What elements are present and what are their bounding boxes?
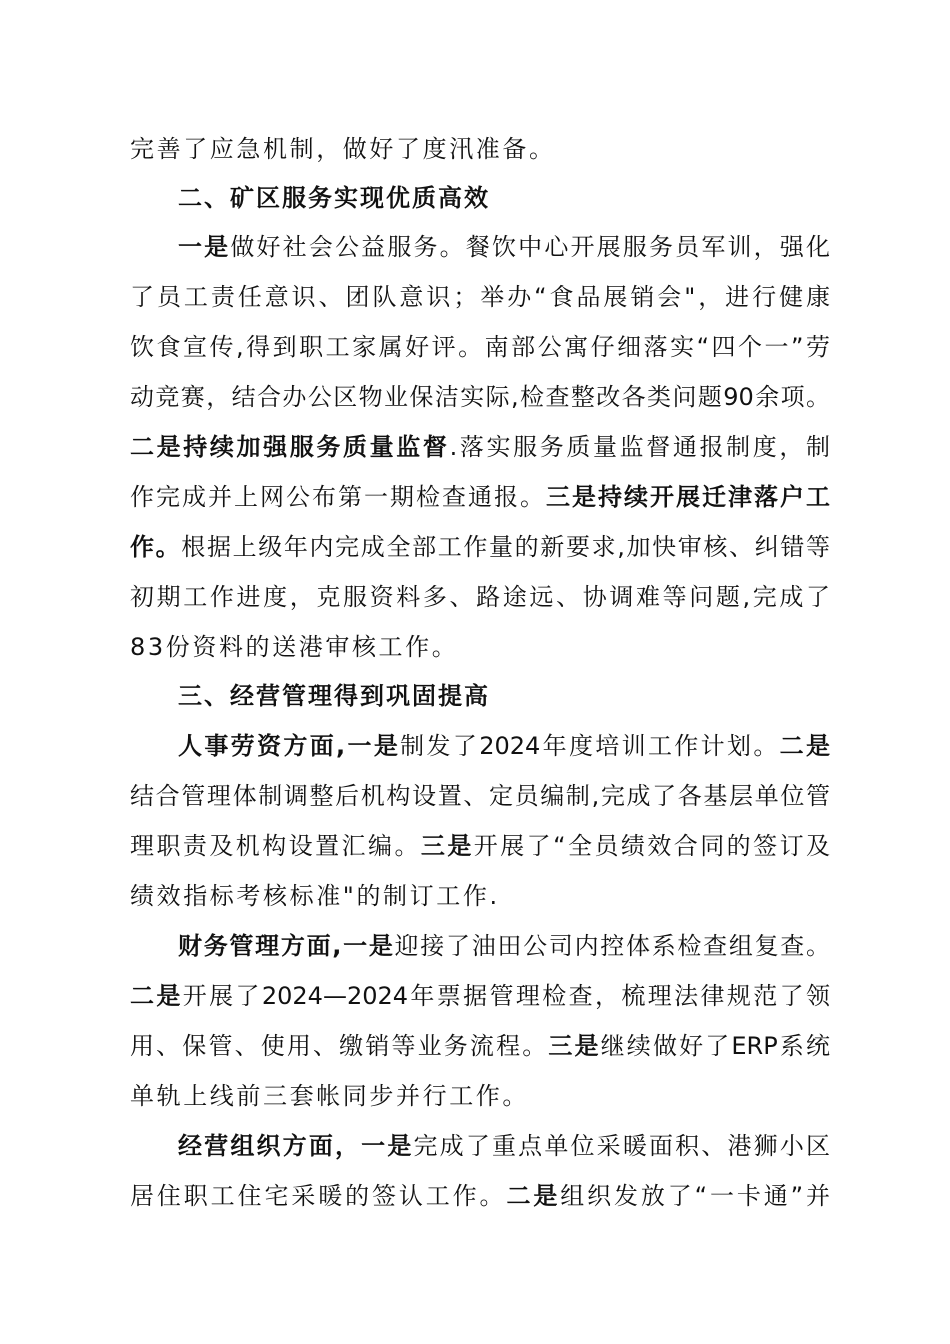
paragraph-line-1: [130, 132, 830, 166]
section-heading-2: [178, 181, 830, 215]
text-run: 结合管理体制调整后机构设置、定员编制,完成了各基层单位管: [130, 782, 830, 810]
text-run: 根据上级年内完成全部工作量的新要求,加快审核、纠错等: [181, 533, 830, 561]
text-run-bold: 二是: [130, 982, 183, 1010]
paragraph-line-15: [130, 829, 830, 863]
text-run: 制发了2024年度培训工作计划。: [400, 732, 780, 760]
text-run-bold: 二是: [506, 1182, 561, 1210]
paragraph-line-18: [130, 979, 830, 1013]
text-run: 开展了“全员绩效合同的签订及: [473, 832, 831, 860]
text-run: 组织发放了“一卡通”并: [560, 1182, 830, 1210]
paragraph-line-13: [178, 729, 830, 763]
text-run: 居住职工住宅采暖的签认工作。: [130, 1182, 507, 1210]
paragraph-line-21: [178, 1129, 830, 1163]
paragraph-line-22: [130, 1179, 830, 1213]
text-run-bold: 财务管理方面,一是: [178, 932, 395, 960]
paragraph-line-3: [178, 230, 830, 264]
text-run: 动竞赛，结合办公区物业保洁实际,检查整改各类问题90余项。: [130, 383, 830, 411]
paragraph-line-6: [130, 380, 830, 414]
text-run-bold: 作。: [130, 533, 182, 561]
text-run-bold: 三是持续开展迁津落户工: [546, 483, 830, 511]
text-run: 三、经营管理得到巩固提高: [178, 682, 490, 710]
text-run: 绩效指标考核标准"的制订工作.: [130, 882, 500, 910]
text-run: 单轨上线前三套帐同步并行工作。: [130, 1082, 529, 1110]
paragraph-line-20: [130, 1079, 830, 1113]
paragraph-line-5: [130, 330, 830, 364]
text-run: 作完成并上网公布第一期检查通报。: [130, 483, 546, 511]
section-heading-3: [178, 679, 830, 713]
paragraph-line-16: [130, 879, 830, 913]
text-run: 做好社会公益服务。餐饮中心开展服务员军训，强化: [230, 233, 831, 261]
text-run-bold: 一是: [178, 233, 231, 261]
text-run: 饮食宣传,得到职工家属好评。南部公寓仔细落实“四个一”劳: [130, 333, 830, 361]
text-run: 完善了应急机制，做好了度汛准备。: [130, 135, 556, 163]
text-run: 83份资料的送港审核工作。: [130, 633, 459, 661]
text-run-bold: 三是: [548, 1032, 601, 1060]
paragraph-line-7: [130, 430, 830, 464]
text-run: 开展了2024—2024年票据管理检查，梳理法律规范了领: [182, 982, 831, 1010]
paragraph-line-14: [130, 779, 830, 813]
paragraph-line-17: [178, 929, 830, 963]
text-run: .落实服务质量监督通报制度，制: [449, 433, 830, 461]
text-run: 迎接了油田公司内控体系检查组复查。: [394, 932, 831, 960]
paragraph-line-10: [130, 580, 830, 614]
text-run: 继续做好了ERP系统: [600, 1032, 831, 1060]
text-run-bold: 二是: [779, 732, 830, 760]
paragraph-line-4: [130, 280, 830, 314]
text-run-bold: 人事劳资方面,一是: [178, 732, 401, 760]
text-run-bold: 三是: [420, 832, 474, 860]
text-run: 二、矿区服务实现优质高效: [178, 184, 490, 212]
paragraph-line-19: [130, 1029, 830, 1063]
text-run: 完成了重点单位采暖面积、港狮小区: [413, 1132, 830, 1160]
text-run: 用、保管、使用、缴销等业务流程。: [130, 1032, 549, 1060]
paragraph-line-8: [130, 480, 830, 514]
paragraph-line-11: [130, 630, 830, 664]
text-run: 了员工责任意识、团队意识；举办“食品展销会"，进行健康: [130, 283, 830, 311]
text-run-bold: 经营组织方面，一是: [178, 1132, 414, 1160]
text-run: 初期工作进度，克服资料多、路途远、协调难等问题,完成了: [130, 583, 830, 611]
text-run: 理职责及机构设置汇编。: [130, 832, 421, 860]
text-run-bold: 二是持续加强服务质量监督: [130, 433, 450, 461]
paragraph-line-9: [130, 530, 830, 564]
